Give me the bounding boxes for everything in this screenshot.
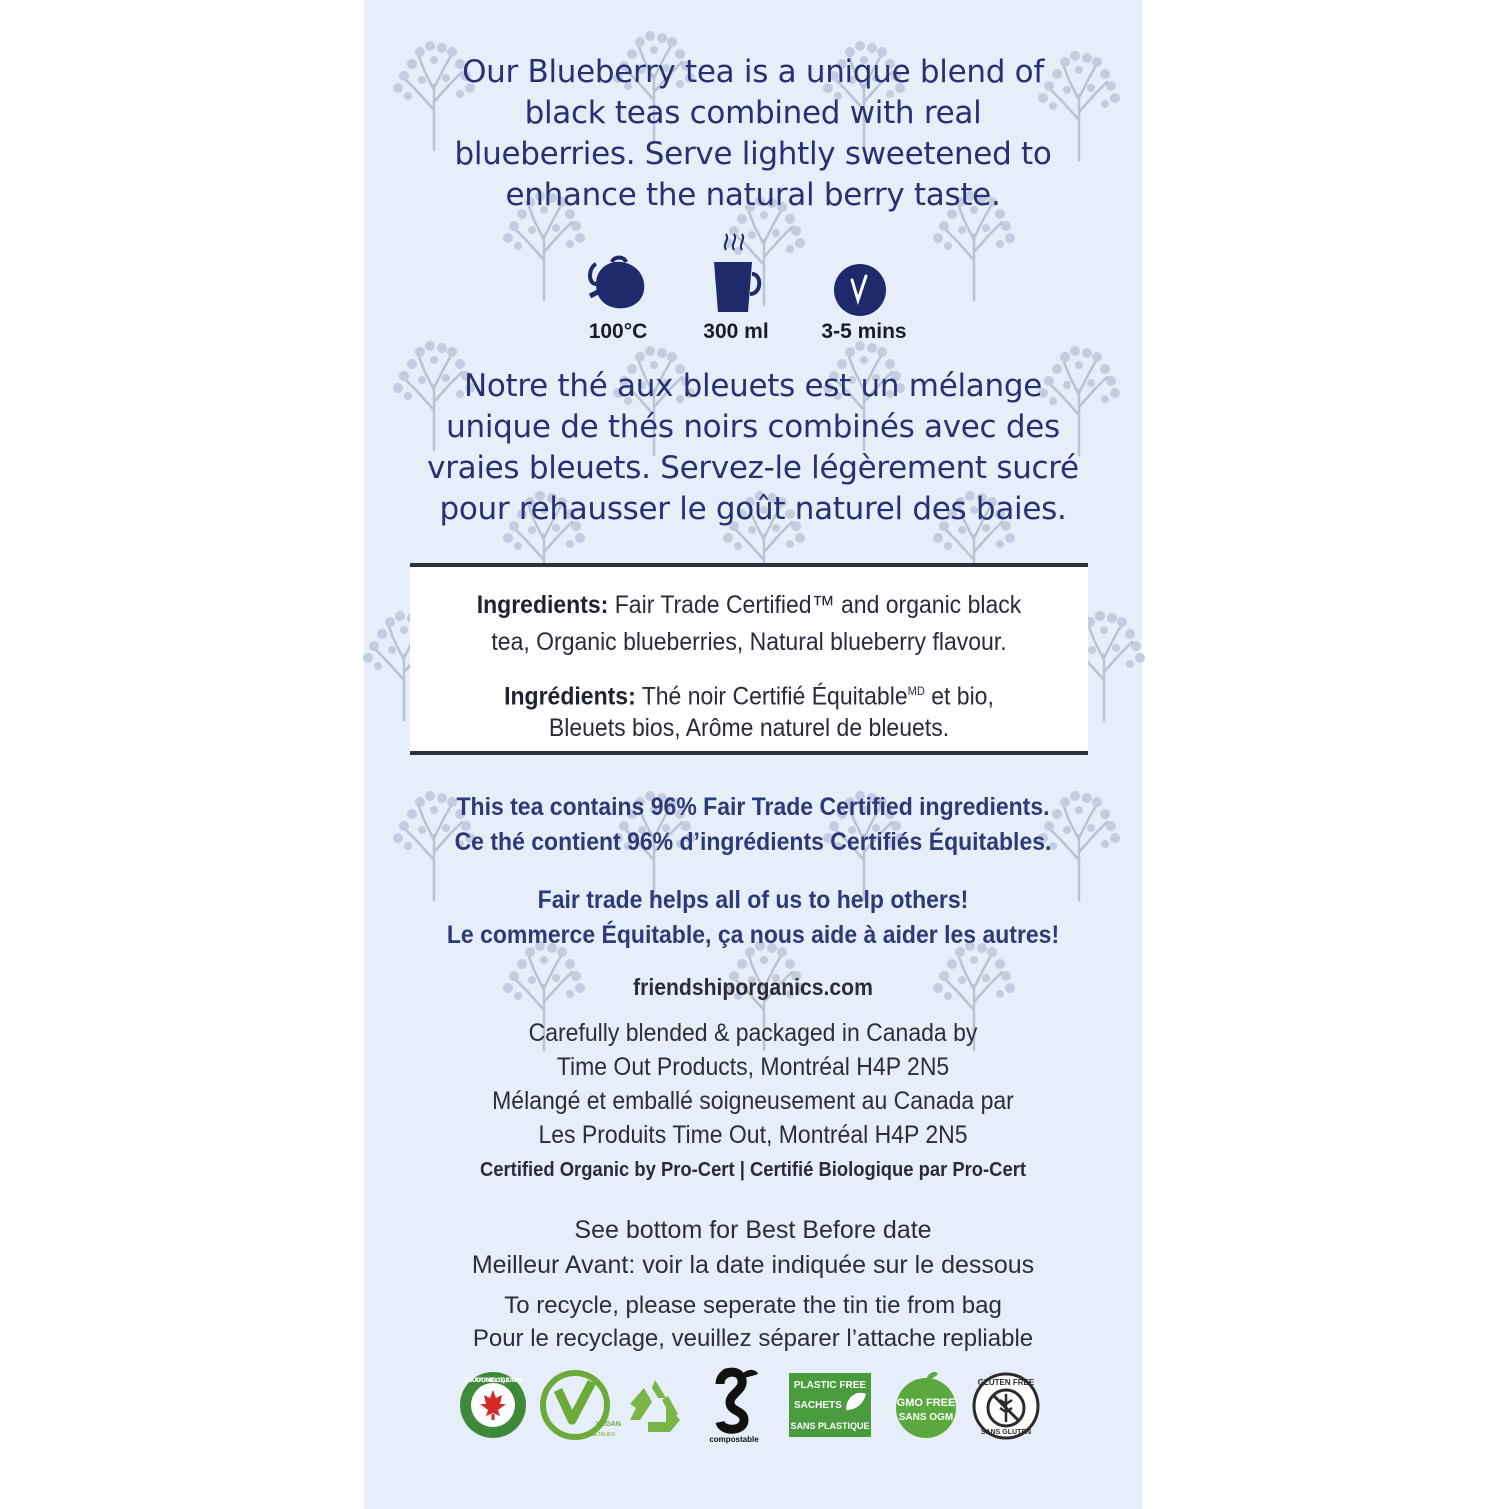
ingredients-english-line-1: Ingredients: Fair Trade Certified™ and organic black xyxy=(476,591,1022,619)
certification-logos xyxy=(364,1366,1142,1446)
ingredients-box xyxy=(410,563,1088,755)
gluten-free-text: GLUTEN FREE xyxy=(977,1378,1035,1387)
vegetarian-text: VÉGÉTALIEN xyxy=(584,1432,616,1438)
organic-certification: Certified Organic by Pro-Cert | Certifié Biologique par Pro-Cert xyxy=(480,1159,1026,1181)
sachets-text: SACHETS xyxy=(794,1400,842,1411)
gmo-free-text: GMO FREE xyxy=(896,1397,956,1409)
steaming-cup-icon xyxy=(710,232,764,316)
intro-english: Our Blueberry tea is a unique blend of black teas combined with real blueberries. Serve lightly sweetened to enhance the natural berry taste. xyxy=(454,54,1052,213)
vegan-text: VEGAN xyxy=(596,1421,621,1428)
recycle-info: To recycle, please seperate the tin tie from bag Pour le recyclage, veuillez séparer l’attache repliable xyxy=(472,1292,1034,1352)
sans-ogm-text: SANS OGM xyxy=(898,1412,954,1423)
packaging-info: Carefully blended & packaged in Canada by Time Out Products, Montréal H4P 2N5 Mélangé et emballé soigneusement au Canada par Les Produits Time Out, Montréal H4P 2N5 xyxy=(492,1019,1014,1149)
vegan-logo xyxy=(538,1368,621,1442)
teapot-icon xyxy=(586,254,652,314)
plastic-free-logo xyxy=(788,1372,872,1438)
sans-gluten-text: SANS GLUTEN xyxy=(980,1429,1032,1436)
sans-plastique-text: SANS PLASTIQUE xyxy=(790,1421,870,1431)
ingredients-french-line-1: Ingrédients: Thé noir Certifié Équitable$^{MD}$ et bio, xyxy=(504,682,994,711)
best-before-info: See bottom for Best Before date Meilleur Avant: voir la date indiquée sur le dessous xyxy=(471,1216,1035,1279)
website-url: friendshiporganics.com xyxy=(633,974,873,1000)
fair-trade-content: This tea contains 96% Fair Trade Certified ingredients. Ce thé contient 96% d’ingrédients Certifiés Équitables. xyxy=(454,793,1052,856)
organic-ring-text: CANADA ORGANIC • BIOLOGIQUE CANADA xyxy=(463,1378,523,1384)
gmo-free-logo xyxy=(890,1368,962,1440)
recycle-icon xyxy=(622,1374,688,1436)
compostable-text: compostable xyxy=(709,1435,759,1444)
time-label: 3-5 mins xyxy=(821,320,907,343)
temperature-label: 100°C xyxy=(588,320,648,343)
volume-label: 300 ml xyxy=(703,320,769,343)
plastic-free-text: PLASTIC FREE xyxy=(793,1380,867,1391)
timer-icon xyxy=(832,262,888,318)
gluten-free-logo xyxy=(970,1370,1042,1442)
fair-trade-slogan: Fair trade helps all of us to help others! Le commerce Équitable, ça nous aide à aider les autres! xyxy=(446,886,1060,949)
ingredients-english-line-2: tea, Organic blueberries, Natural blueberry flavour. xyxy=(491,628,1007,656)
intro-french: Notre thé aux bleuets est un mélange unique de thés noirs combinés avec des vraies bleuets. Servez-le légèrement sucré pour rehausser le goût naturel des baies. xyxy=(427,368,1079,527)
tea-package-panel xyxy=(364,0,1142,1509)
canada-organic-logo xyxy=(458,1370,528,1440)
compostable-logo xyxy=(700,1366,768,1446)
steeping-instructions xyxy=(364,232,1142,352)
ingredients-french-line-2: Bleuets bios, Arôme naturel de bleuets. xyxy=(548,714,950,742)
